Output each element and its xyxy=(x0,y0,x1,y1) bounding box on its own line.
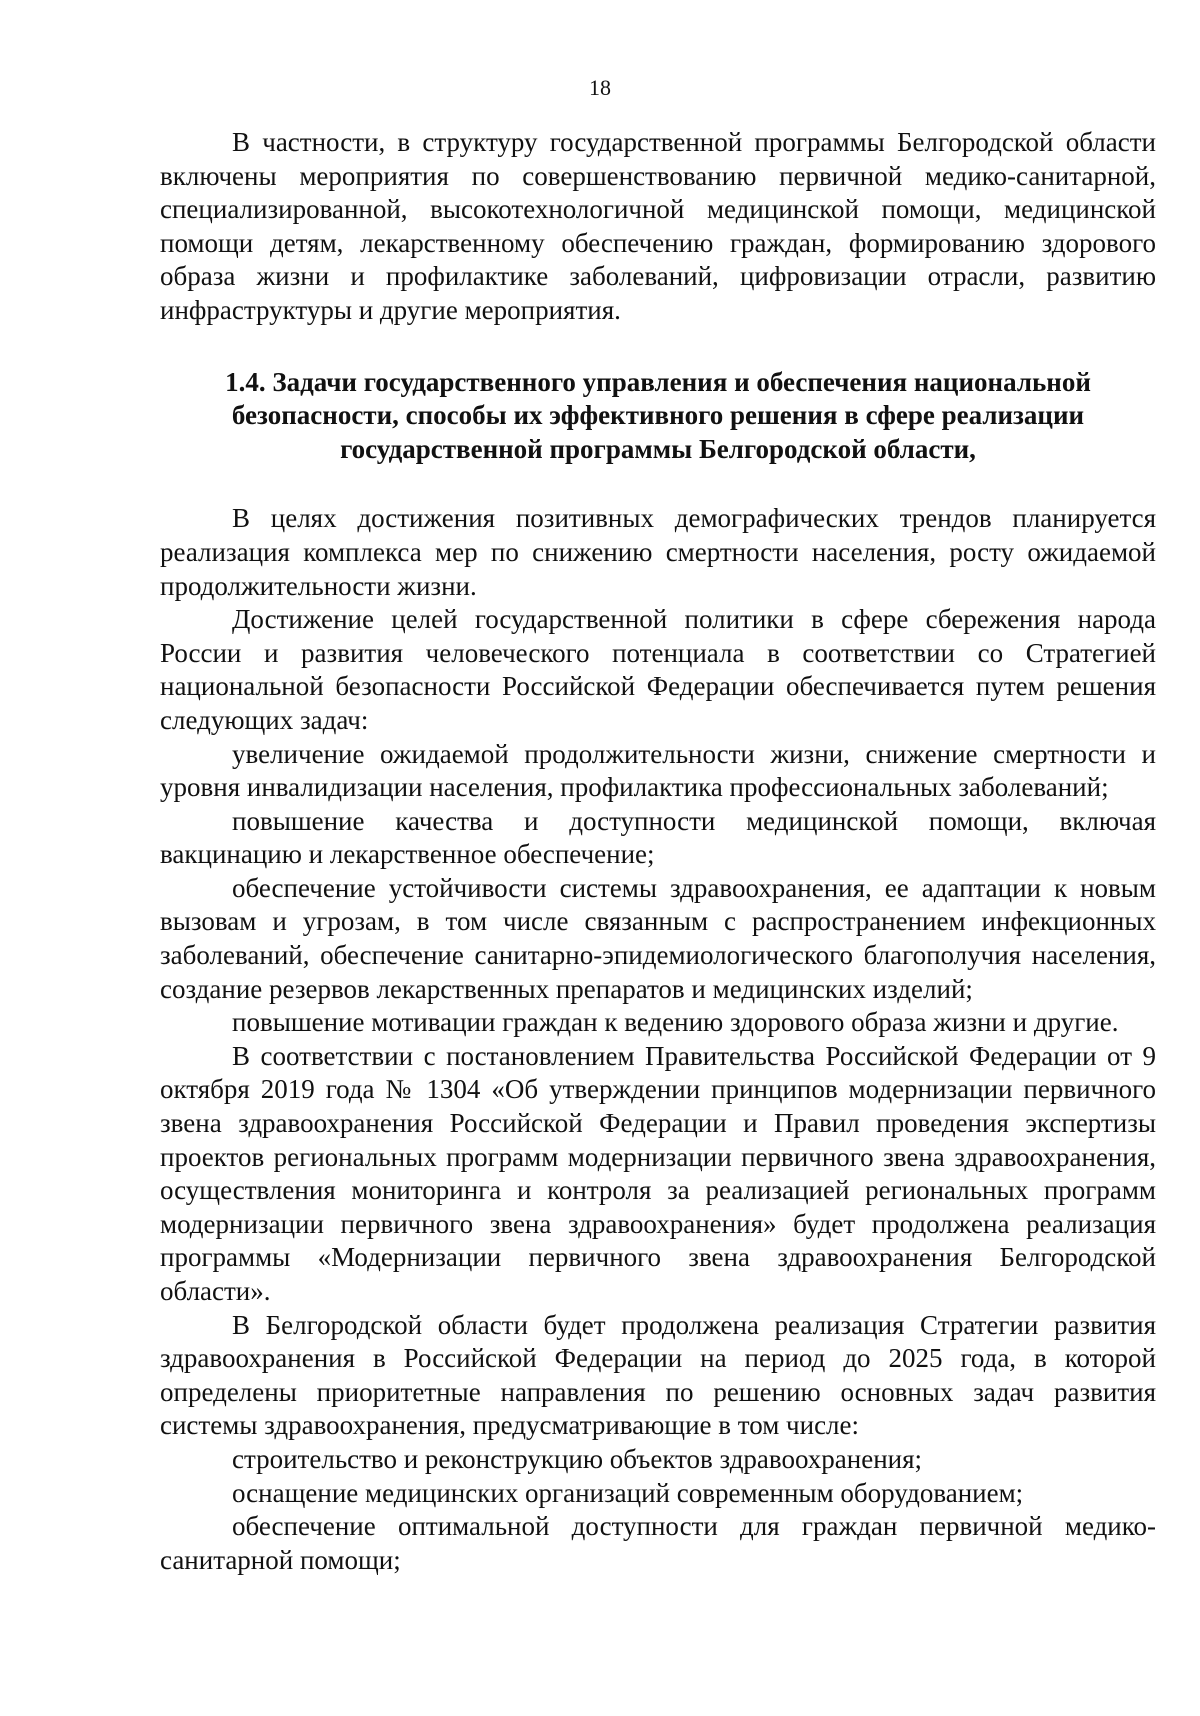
list-item-system-resilience: обеспечение устойчивости системы здравоохранения, ее адаптации к новым вызовам и угрозам, в том числе связанным с распространением инфекционных заболеваний, обеспечение санитарно-эпидемиологического благополучия населения, создание резервов лекарственных препаратов и медицинских изделий; xyxy=(160,872,1156,1004)
list-item-primary-care-access: обеспечение оптимальной доступности для граждан первичной медико-санитарной помощи; xyxy=(160,1511,1156,1575)
section-heading-line-2: безопасности, способы их эффективного решения в сфере реализации xyxy=(231,400,1085,431)
list-item-healthy-lifestyle: повышение мотивации граждан к ведению здорового образа жизни и другие. xyxy=(232,1007,1119,1038)
list-item-construction: строительство и реконструкцию объектов здравоохранения; xyxy=(232,1443,923,1474)
paragraph-policy-goals: Достижение целей государственной политики в сфере сбережения народа России и развития человеческого потенциала в соответствии со Стратегией национальной безопасности Российской Федерации обеспечивается путем решения следующих задач: xyxy=(160,604,1156,735)
intro-paragraph: В частности, в структуру государственной программы Белгородской области включены мероприятия по совершенствованию первичной медико-санитарной, специализированной, высокотехнологичной медицинской помощи, медицинской помощи детям, лекарственному обеспечению граждан, формированию здорового образа жизни и профилактике заболеваний, цифровизации отрасли, развитию инфраструктуры и другие мероприятия. xyxy=(160,127,1156,325)
list-item-quality-of-care: повышение качества и доступности медицинской помощи, включая вакцинацию и лекарственное обеспечение; xyxy=(160,805,1156,870)
list-item-life-expectancy: увеличение ожидаемой продолжительности жизни, снижение смертности и уровня инвалидизации населения, профилактика профессиональных заболеваний; xyxy=(160,738,1156,803)
document-body xyxy=(160,126,1156,1577)
section-heading-line-1: 1.4. Задачи государственного управления и обеспечения национальной xyxy=(225,366,1091,397)
list-item-equipment: оснащение медицинских организаций современным оборудованием; xyxy=(232,1477,1024,1508)
page-number: 18 xyxy=(589,75,611,100)
paragraph-government-decree: В соответствии с постановлением Правительства Российской Федерации от 9 октября 2019 года № 1304 «Об утверждении принципов модернизации первичного звена здравоохранения Российской Федерации и Правил проведения экспертизы проектов региональных программ модернизации первичного звена здравоохранения, осуществления мониторинга и контроля за реализацией региональных программ модернизации первичного звена здравоохранения» будет продолжена реализация программы «Модернизации первичного звена здравоохранения Белгородской области». xyxy=(160,1040,1156,1306)
section-heading xyxy=(160,366,1156,467)
paragraph-development-strategy: В Белгородской области будет продолжена реализация Стратегии развития здравоохранения в Российской Федерации на период до 2025 года, в которой определены приоритетные направления по решению основных задач развития системы здравоохранения, предусматривающие в том числе: xyxy=(160,1309,1156,1441)
paragraph-demographic-trends: В целях достижения позитивных демографических трендов планируется реализация комплекса мер по снижению смертности населения, росту ожидаемой продолжительности жизни. xyxy=(160,503,1156,601)
section-heading-line-3: государственной программы Белгородской области, xyxy=(340,433,976,464)
